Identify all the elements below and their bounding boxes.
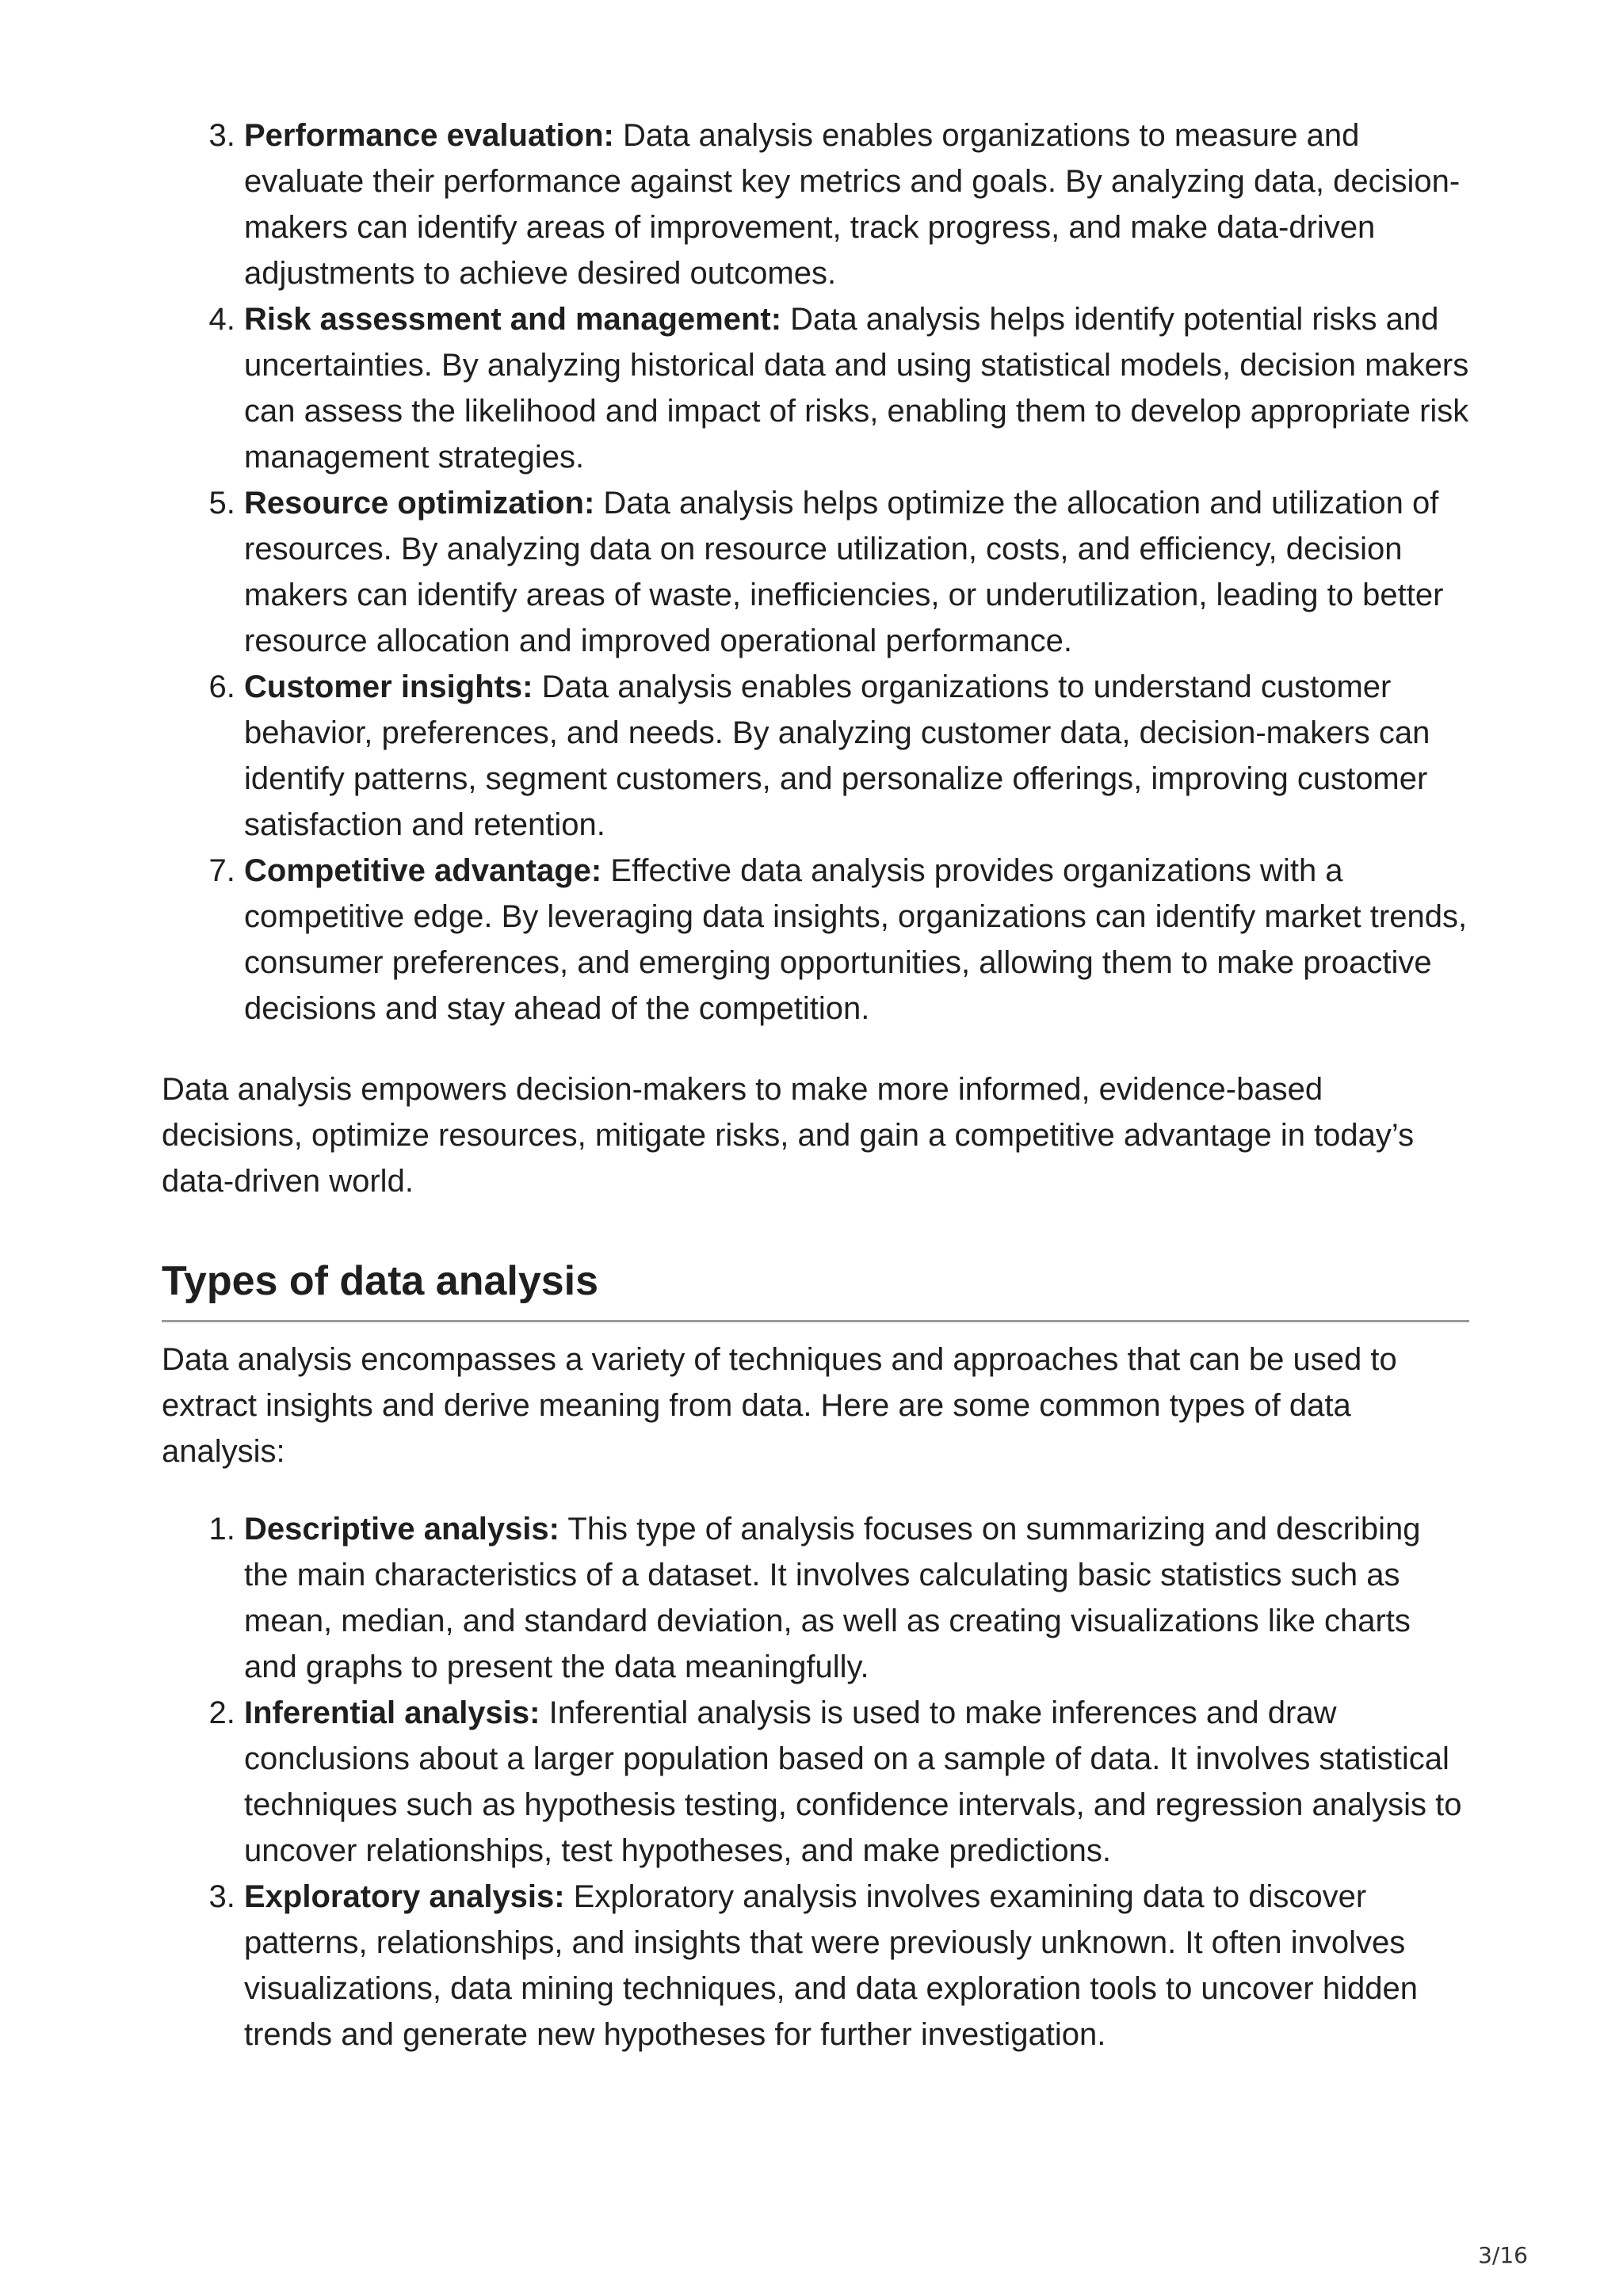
list-item-term: Resource optimization: (244, 486, 595, 521)
list-item-term: Exploratory analysis: (244, 1879, 565, 1914)
list-item-text: Data analysis helps identify potential risks and uncertainties. By analyzing historical data and using statistical models, decision makers can assess the likelihood and impact of risks, enabling them to develop appropriate risk management strategies. (244, 302, 1469, 475)
list-item-term: Risk assessment and management: (244, 302, 782, 337)
list-item-term: Inferential analysis: (244, 1695, 540, 1730)
document-body (162, 113, 1469, 2058)
page-number: 3/16 (1478, 2242, 1528, 2268)
intro-paragraph: Data analysis encompasses a variety of techniques and approaches that can be used to extract insights and derive meaning from data. Here are some common types of data analysis: (162, 1342, 1397, 1469)
list-item-term: Descriptive analysis: (244, 1512, 559, 1547)
list-item-term: Competitive advantage: (244, 853, 602, 888)
list-item-term: Performance evaluation: (244, 118, 614, 153)
list-item-text: Data analysis enables organizations to understand customer behavior, preferences, and needs. By analyzing customer data, decision-makers can identify patterns, segment customers, and personalize offerings, improving customer satisfaction and retention. (244, 669, 1430, 842)
list-item-text: Inferential analysis is used to make inferences and draw conclusions about a larger population based on a sample of data. It involves statistical techniques such as hypothesis testing, confidence intervals, and regression analysis to uncover relationships, test hypotheses, and make predictions. (244, 1695, 1462, 1868)
list-item (244, 480, 1469, 664)
section-heading: Types of data analysis (162, 1255, 1469, 1322)
benefits-list (162, 113, 1469, 1032)
list-item-text: Effective data analysis provides organizations with a competitive edge. By leveraging data insights, organizations can identify market trends, consumer preferences, and emerging opportunities, allowing them to make proactive decisions and stay ahead of the competition. (244, 853, 1468, 1026)
list-item-term: Customer insights: (244, 669, 533, 704)
list-item (244, 296, 1469, 480)
list-item-text: Exploratory analysis involves examining data to discover patterns, relationships, and insights that were previously unknown. It often involves visualizations, data mining techniques, and data exploration tools to uncover hidden trends and generate new hypotheses for further investigation. (244, 1879, 1418, 2052)
list-item (244, 1690, 1469, 1874)
summary-paragraph: Data analysis empowers decision-makers to make more informed, evidence-based decisions, optimize resources, mitigate risks, and gain a competitive advantage in today’s data-driven world. (162, 1072, 1415, 1199)
list-item-text: This type of analysis focuses on summarizing and describing the main characteristics of a dataset. It involves calculating basic statistics such as mean, median, and standard deviation, as well as creating visualizations like charts and graphs to present the data meaningfully. (244, 1512, 1421, 1684)
list-item (244, 1506, 1469, 1690)
list-item-text: Data analysis helps optimize the allocation and utilization of resources. By analyzing data on resource utilization, costs, and efficiency, decision makers can identify areas of waste, inefficiencies, or underutilization, leading to better resource allocation and improved operational performance. (244, 486, 1444, 658)
list-item (244, 848, 1469, 1032)
list-item (244, 1874, 1469, 2058)
list-item-text: Data analysis enables organizations to measure and evaluate their performance against key metrics and goals. By analyzing data, decision-makers can identify areas of improvement, track progress, and make data-driven adjustments to achieve desired outcomes. (244, 118, 1461, 291)
list-item (244, 113, 1469, 296)
analysis-types-list (162, 1506, 1469, 2058)
list-item (244, 664, 1469, 848)
